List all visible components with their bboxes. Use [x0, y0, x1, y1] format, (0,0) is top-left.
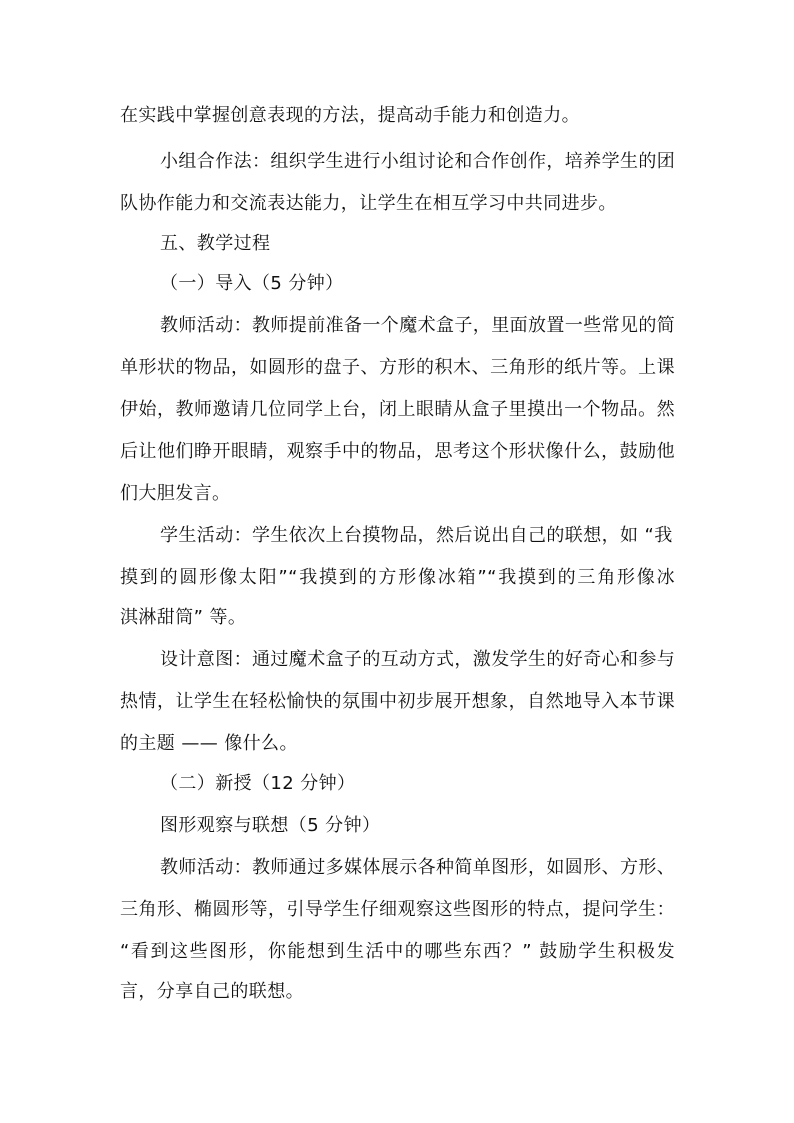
- subsection-heading-new-lesson: （二）新授（12 分钟）: [160, 773, 356, 794]
- text-line-1: 在实践中掌握创意表现的方法，提高动手能力和创造力。: [120, 105, 580, 126]
- text-line-13: 淇淋甜筒” 等。: [120, 607, 247, 628]
- text-line-3: 队协作能力和交流表达能力，让学生在相互学习中共同进步。: [120, 193, 617, 214]
- text-line-12: 摸到的圆形像太阳”“我摸到的方形像冰箱”“我摸到的三角形像冰: [120, 567, 675, 588]
- text-line-10: 们大胆发言。: [120, 483, 231, 504]
- text-line-16: 的主题 —— 像什么。: [120, 733, 298, 754]
- text-line-14: 设计意图：通过魔术盒子的互动方式，激发学生的好奇心和参与: [160, 649, 676, 670]
- text-line-11: 学生活动：学生依次上台摸物品，然后说出自己的联想，如 “我: [160, 525, 673, 546]
- text-line-22: 言，分享自己的联想。: [120, 981, 304, 1002]
- text-line-7: 单形状的物品，如圆形的盘子、方形的积木、三角形的纸片等。上课: [120, 357, 675, 378]
- text-line-9: 后让他们睁开眼睛，观察手中的物品，思考这个形状像什么，鼓励他: [120, 441, 675, 462]
- text-line-21: “看到这些图形，你能想到生活中的哪些东西？” 鼓励学生积极发: [120, 941, 675, 962]
- text-line-15: 热情，让学生在轻松愉快的氛围中初步展开想象，自然地导入本节课: [120, 691, 675, 712]
- text-line-20: 三角形、椭圆形等，引导学生仔细观察这些图形的特点，提问学生：: [120, 899, 675, 920]
- text-line-2: 小组合作法：组织学生进行小组讨论和合作创作，培养学生的团: [160, 151, 676, 172]
- text-line-8: 伊始，教师邀请几位同学上台，闭上眼睛从盒子里摸出一个物品。然: [120, 399, 675, 420]
- subsection-heading-shape-observation: 图形观察与联想（5 分钟）: [160, 815, 381, 836]
- section-heading-teaching-process: 五、教学过程: [160, 233, 271, 254]
- subsection-heading-intro: （一）导入（5 分钟）: [160, 273, 344, 294]
- text-line-6: 教师活动：教师提前准备一个魔术盒子，里面放置一些常见的简: [160, 315, 676, 336]
- text-line-19: 教师活动：教师通过多媒体展示各种简单图形，如圆形、方形、: [160, 857, 676, 878]
